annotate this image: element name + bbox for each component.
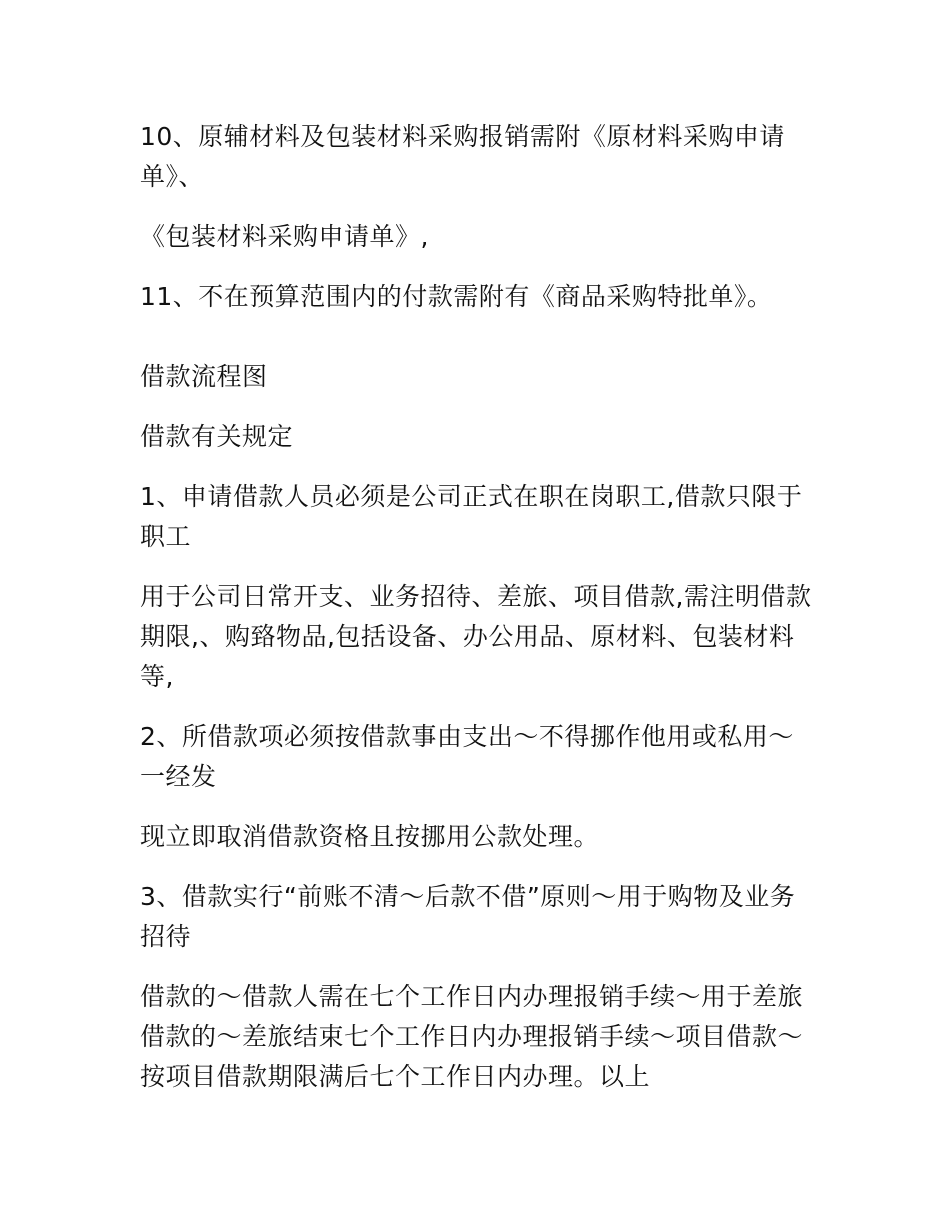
section-heading-loan-flowchart: 借款流程图 bbox=[140, 362, 268, 391]
paragraph-item-11: 11、不在预算范围内的付款需附有《商品采购特批单》。 bbox=[140, 282, 773, 311]
paragraph-rule-1-cont: 用于公司日常开支、业务招待、差旅、项目借款,需注明借款期限,、购臵物品,包括设备、办公用品、原材料、包装材料等, bbox=[140, 582, 812, 691]
paragraph-rule-3-cont: 借款的～借款人需在七个工作日内办理报销手续～用于差旅借款的～差旅结束七个工作日内办理报销手续～项目借款～按项目借款期限满后七个工作日内办理。以上 bbox=[140, 982, 804, 1091]
document-body bbox=[140, 117, 812, 1117]
section-heading-loan-rules: 借款有关规定 bbox=[140, 422, 294, 451]
paragraph-rule-2: 2、所借款项必须按借款事由支出～不得挪作他用或私用～一经发 bbox=[140, 722, 794, 791]
paragraph-rule-3: 3、借款实行“前账不清～后款不借”原则～用于购物及业务招待 bbox=[140, 882, 796, 951]
paragraph-rule-1: 1、申请借款人员必须是公司正式在职在岗职工,借款只限于职工 bbox=[140, 482, 803, 551]
paragraph-item-10: 10、原辅材料及包装材料采购报销需附《原材料采购申请单》、 bbox=[140, 122, 785, 191]
paragraph-rule-2-cont: 现立即取消借款资格且按挪用公款处理。 bbox=[140, 822, 600, 851]
paragraph-packaging-form: 《包装材料采购申请单》, bbox=[140, 222, 429, 251]
